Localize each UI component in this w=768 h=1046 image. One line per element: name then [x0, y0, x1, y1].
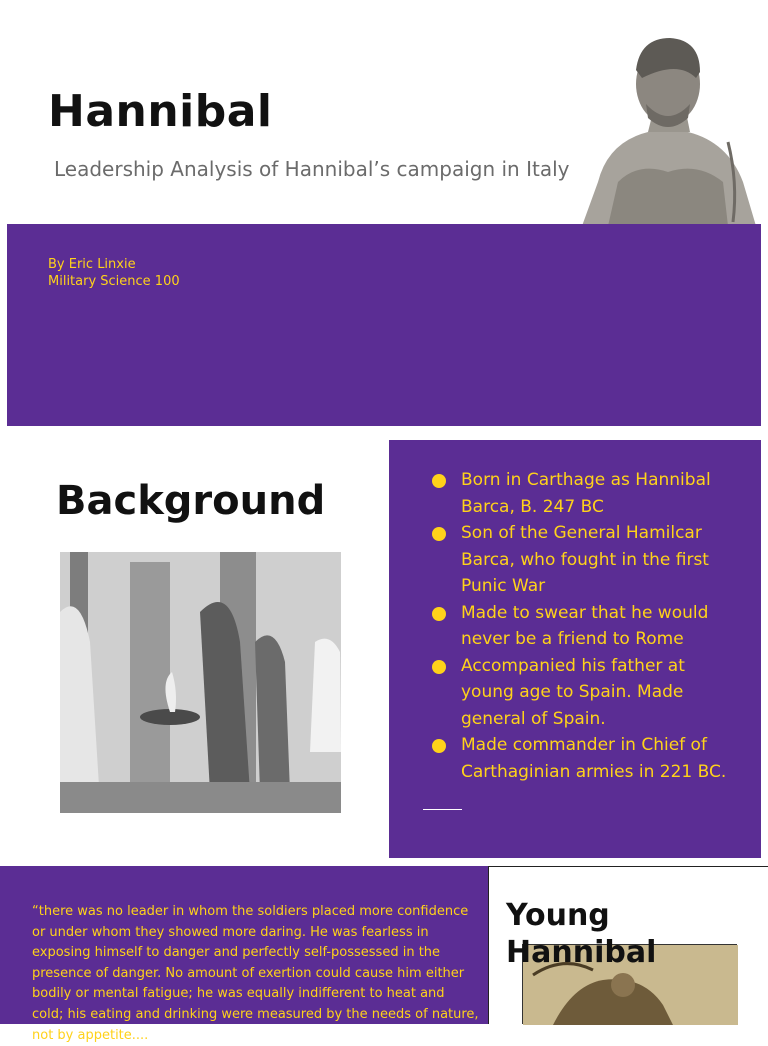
- background-heading: Background: [56, 478, 326, 524]
- author-name: By Eric Linxie: [48, 257, 136, 272]
- bullet-text: Son of the General Hamilcar Barca, who fought in the first Punic War: [461, 523, 709, 596]
- byline-panel: [7, 224, 761, 426]
- bullet-item: [432, 732, 732, 785]
- bullet-item: [432, 653, 732, 733]
- bullet-text: Born in Carthage as Hannibal Barca, B. 247 BC: [461, 470, 711, 517]
- bullet-item: [432, 520, 732, 600]
- bullet-dot-icon: [432, 660, 446, 674]
- hannibal-bust-image: [578, 32, 760, 226]
- bullet-dot-icon: [432, 474, 446, 488]
- bullet-dot-icon: [432, 739, 446, 753]
- slide-title: Hannibal: [48, 86, 273, 137]
- author-block: [48, 256, 180, 290]
- bullet-text: Made commander in Chief of Carthaginian armies in 221 BC.: [461, 735, 727, 782]
- course-name: Military Science 100: [48, 274, 180, 289]
- young-hannibal-heading: Young Hannibal: [506, 898, 657, 970]
- oath-engraving-image: [60, 552, 341, 813]
- bullet-item: [432, 467, 732, 520]
- bullet-dot-icon: [432, 527, 446, 541]
- bullet-dot-icon: [432, 607, 446, 621]
- bullet-text: Made to swear that he would never be a friend to Rome: [461, 602, 709, 649]
- bullet-text: Accompanied his father at young age to Spain. Made general of Spain.: [461, 655, 685, 729]
- divider: [423, 809, 462, 810]
- background-bullet-list: [432, 467, 732, 785]
- bullet-item: [432, 600, 732, 653]
- leadership-quote: “there was no leader in whom the soldiers placed more confidence or under whom they showed more daring. He was fearless in exposing himself to danger and perfectly self-possessed in the presence of danger. No amount of exertion could cause him either bodily or mental fatigue; he was equally indifferent to heat and cold; his eating and drinking were measured by the needs of nature, not by appetite....: [32, 904, 479, 1043]
- slide-subtitle: Leadership Analysis of Hannibal’s campaign in Italy: [54, 157, 570, 181]
